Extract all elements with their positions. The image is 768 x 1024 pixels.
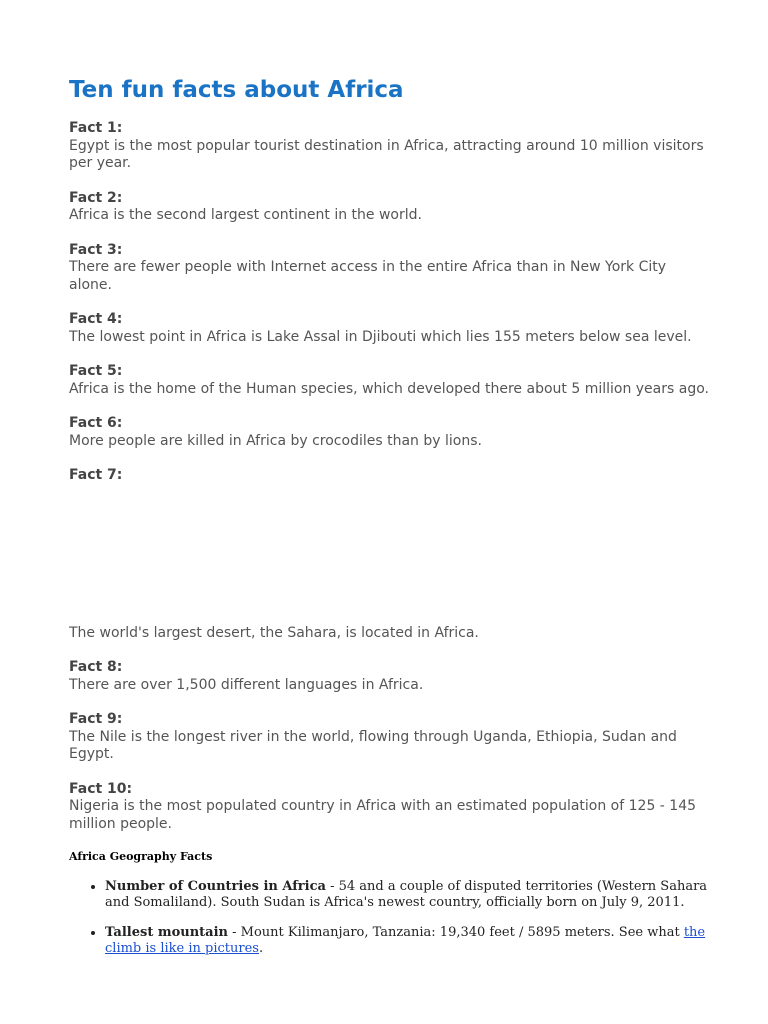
fact-text: The world's largest desert, the Sahara, is located in Africa.	[69, 624, 479, 641]
geo-item-after: .	[258, 941, 264, 956]
fact-label: Fact 5:	[69, 363, 123, 379]
fact-text: The lowest point in Africa is Lake Assal in Djibouti which lies 155 meters below sea level.	[69, 328, 692, 345]
fact-text: Africa is the home of the Human species, which developed there about 5 million years ago.	[69, 380, 709, 397]
geography-heading: Africa Geography Facts	[69, 850, 213, 863]
fact-label: Fact 2:	[69, 189, 123, 206]
document-page	[69, 74, 709, 971]
fact-item	[69, 467, 709, 642]
list-item	[105, 879, 709, 911]
fact-text: Nigeria is the most populated country in Africa with an estimated population of 125 - 145 million people.	[69, 798, 697, 832]
climb-pictures-link[interactable]: the climb is like in pictures	[105, 925, 706, 956]
page-title: Ten fun facts about Africa	[69, 77, 404, 103]
geography-list	[69, 879, 709, 957]
fact-text: Egypt is the most popular tourist destination in Africa, attracting around 10 million visitors per year.	[69, 137, 704, 171]
list-item	[105, 925, 709, 957]
fact-text: Africa is the second largest continent in the world.	[69, 207, 422, 223]
fact-label: Fact 7:	[69, 467, 123, 483]
fact-label: Fact 10:	[69, 780, 133, 797]
fact-text: More people are killed in Africa by crocodiles than by lions.	[69, 432, 482, 449]
geo-item-title: Number of Countries in Africa	[105, 879, 326, 894]
fact-label: Fact 1:	[69, 120, 123, 136]
fact-item	[69, 781, 709, 834]
fact-label: Fact 6:	[69, 415, 123, 431]
fact-item	[69, 242, 709, 295]
fact-text: There are fewer people with Internet access in the entire Africa than in New York City alone.	[69, 259, 667, 293]
fact-label: Fact 8:	[69, 659, 123, 675]
geo-item-text: - Mount Kilimanjaro, Tanzania: 19,340 feet / 5895 meters. See what	[228, 925, 684, 940]
fact-item	[69, 711, 709, 764]
fact-label: Fact 4:	[69, 311, 123, 327]
fact-text: There are over 1,500 different languages in Africa.	[69, 676, 424, 693]
fact-item	[69, 659, 709, 694]
fact-item	[69, 311, 709, 346]
geo-item-text: - 54 and a couple of disputed territories (Western Sahara and Somaliland). South Sudan is Africa's newest country, officially born on July 9, 2011.	[105, 879, 708, 910]
geo-item-title: Tallest mountain	[105, 925, 228, 940]
blank-space	[69, 485, 709, 625]
fact-item	[69, 190, 709, 225]
fact-label: Fact 9:	[69, 711, 123, 727]
fact-text: The Nile is the longest river in the world, flowing through Uganda, Ethiopia, Sudan and Egypt.	[69, 728, 677, 762]
fact-item	[69, 120, 709, 173]
fact-label: Fact 3:	[69, 241, 123, 258]
fact-item	[69, 415, 709, 450]
fact-item	[69, 363, 709, 398]
